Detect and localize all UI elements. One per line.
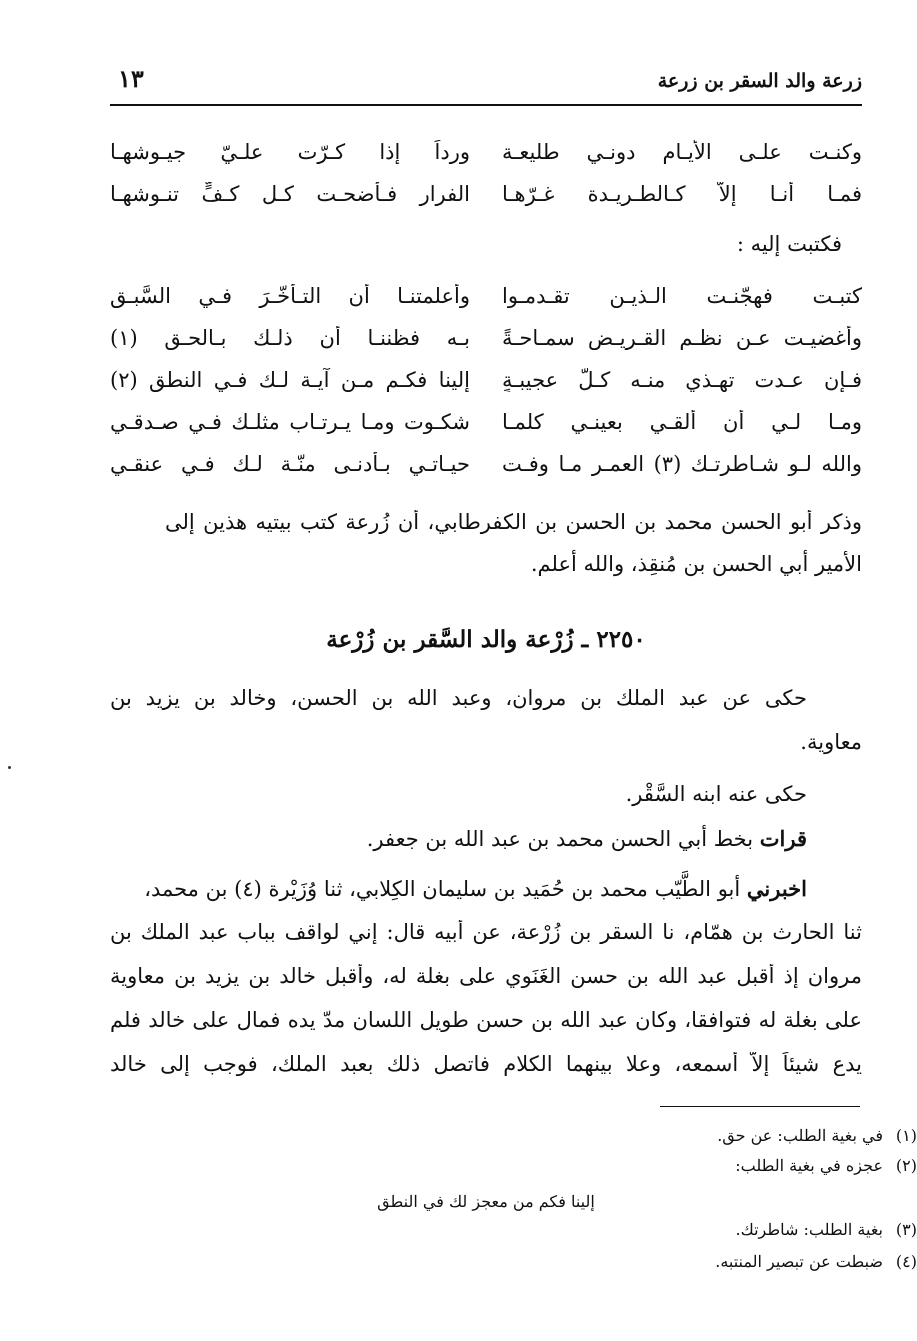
verse-first-hemistich: فمـا أنـا إلاّ كـالطـريـدة غـرّهـا [502,182,862,206]
paragraph-line: معاوية. [800,730,862,754]
verse-second-hemistich: بـه فظننـا أن ذلـك بـالحـق (١) [110,326,470,350]
verse-line [110,326,862,366]
running-title: زرعة والد السقر بن زرعة [657,70,862,92]
page-number: ١٣ [118,64,144,93]
verse-line [110,182,862,222]
paragraph-line: مروان إذ أقبل عبد الله بن حسن الغَنَوي على بغلة له، وأقبل خالد بن يزيد بن معاوية [110,964,862,988]
paragraph-line [110,876,862,901]
verse-line [110,452,862,492]
footnote-number: (٢) [895,1156,917,1175]
verse-second-hemistich: إلينا فكـم مـن آيـة لـك فـي النطق (٢) [110,368,470,392]
verse-first-hemistich: فـإن عـدت تهـذي منـه كـلّ عجيبـةٍ [502,368,862,392]
verse-line [110,284,862,324]
footnote-number: (٣) [895,1220,917,1239]
footnote [165,1220,917,1239]
lead-word: اخبرني [746,876,807,901]
paragraph-line: حكى عنه ابنه السَّقْر. [625,782,807,806]
verse-first-hemistich: كتبـت فهجّنـت الـذيـن تقـدمـوا [502,284,862,308]
paragraph-line: الأمير أبي الحسن بن مُنقِذ، والله أعلم. [530,552,862,576]
paragraph-line: ثنا الحارث بن همّام، نا السقر بن زُرْعة، عن أبيه قال: إني لواقف بباب عبد الملك بن [110,920,862,944]
verse-first-hemistich: والله لـو شـاطرتـك (٣) العمـر مـا وفـت [502,452,862,476]
wrote-to-him-line: فكتبت إليه : [736,232,842,256]
verse-line [110,140,862,180]
paragraph-line [110,826,862,851]
footnote [165,1156,917,1175]
lead-word: قرات [759,826,807,851]
footnote-number: (٤) [895,1252,917,1271]
paragraph-line: يدع شيئاً إلاّ أسمعه، وعلا بينهما الكلام فاتصل ذلك بعبد الملك، فوجب إلى خالد [110,1052,862,1076]
verse-second-hemistich: شكـوت ومـا يـرتـاب مثلـك فـي صـدقـي [110,410,470,434]
footnote [165,1252,917,1271]
verse-second-hemistich: ورداً إذا كـرّت علـيّ جيـوشهـا [110,140,470,164]
verse-first-hemistich: ومـا لـي أن ألقـي بعينـي كلمـا [502,410,862,434]
footnote-verse: إلينا فكم من معجز لك في النطق [377,1192,595,1211]
section-heading: ٢٢٥٠ ـ زُرْعة والد السَّقر بن زُرْعة [326,626,646,653]
verse-second-hemistich: الفرار فـأضحـت كـل كـفٍّ تنـوشهـا [110,182,470,206]
paragraph-text: بخط أبي الحسن محمد بن عبد الله بن جعفر. [366,827,760,851]
footnote-divider [660,1106,860,1107]
verse-second-hemistich: حيـاتـي بـأدنـى منّـة لـك فـي عنقـي [110,452,470,476]
verse-line [110,368,862,408]
footnote [165,1126,917,1145]
verse-first-hemistich: وأغضيـت عـن نظـم القـريـض سمـاحـةً [502,326,862,350]
footnote-number: (١) [895,1126,917,1145]
scan-speck [8,766,11,769]
verse-second-hemistich: وأعلمتنـا أن التـأخّـرَ فـي السَّبـق [110,284,470,308]
footnote-text: عجزه في بغية الطلب: [735,1156,883,1175]
paragraph-line: على بغلة له فتوافقا، وكان عبد الله بن حسن طويل اللسان مدّ يده فمال على خالد فلم [110,1008,862,1032]
page-header [110,58,862,102]
footnote-text: في بغية الطلب: عن حق. [717,1126,883,1145]
verse-first-hemistich: وكنـت علـى الأيـام دونـي طليعـة [502,140,862,164]
verse-line [110,410,862,450]
footnote-text: بغية الطلب: شاطرتك. [735,1220,883,1239]
paragraph-line: وذكر أبو الحسن محمد بن الحسن بن الكفرطابي، أن زُرعة كتب بيتيه هذين إلى [165,510,862,534]
header-divider [110,104,862,106]
footnote-text: ضبطت عن تبصير المنتبه. [715,1252,883,1271]
paragraph-line: حكى عن عبد الملك بن مروان، وعبد الله بن الحسن، وخالد بن يزيد بن [110,686,807,710]
paragraph-text: أبو الطَّيّب محمد بن حُمَيد بن سليمان الكِلابي، ثنا وُزَيْرة (٤) بن محمد، [144,877,747,901]
